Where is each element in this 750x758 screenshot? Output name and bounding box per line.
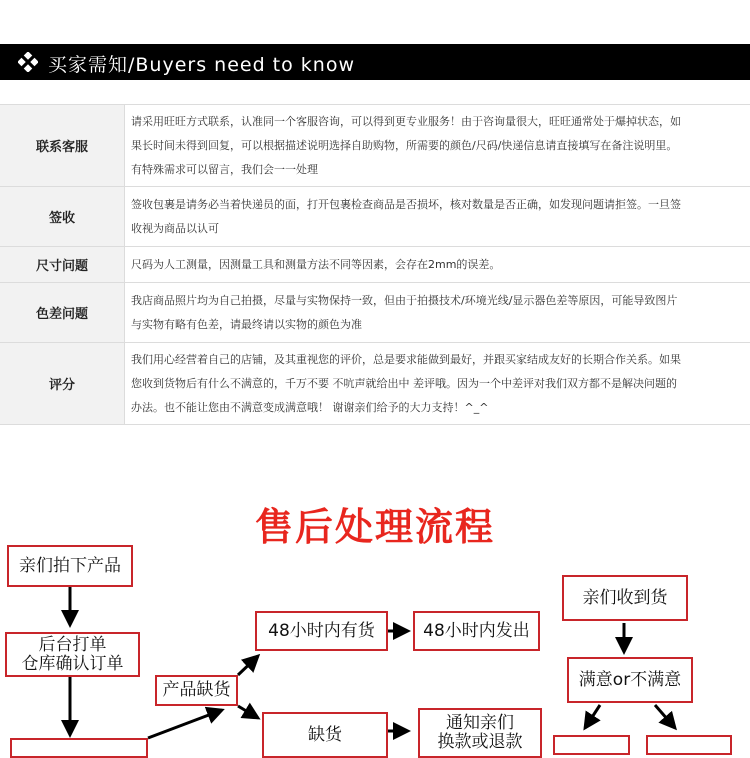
info-row-size — [0, 247, 750, 283]
info-row-label: 签收 — [0, 187, 125, 247]
header-bar — [0, 44, 750, 80]
info-row-contact — [0, 105, 750, 187]
info-row-text — [125, 343, 750, 425]
text-line: 签收包裹是请务必当着快递员的面，打开包裹检查商品是否损坏，核对数量是否正确，如发现问题请拒签。一旦签 — [131, 193, 742, 217]
text-line: 请采用旺旺方式联系，认准同一个客服咨询，可以得到更专业服务！由于咨询量很大，旺旺通常处于爆掉状态，如 — [131, 110, 742, 134]
flow-box-satisfied: 满意or不满意 — [567, 657, 693, 703]
text-line: 有特殊需求可以留言，我们会一一处理 — [131, 158, 742, 182]
flow-box-bottom-right-b — [646, 735, 732, 755]
flow-box-ship: 48小时内发出 — [413, 611, 540, 651]
flow-box-shortage: 缺货 — [262, 712, 388, 758]
arrow-to-in-stock — [238, 656, 258, 675]
flow-box-received: 亲们收到货 — [562, 575, 688, 621]
diamond-dots-icon — [18, 52, 38, 72]
info-row-signing — [0, 187, 750, 247]
flow-box-line: 换款或退款 — [438, 733, 523, 752]
text-line: 果长时间未得到回复，可以根据描述说明选择自助购物，所需要的颜色/尺码/快递信息请直接填写在备注说明里。 — [131, 134, 742, 158]
header-title: 买家需知/Buyers need to know — [48, 50, 355, 77]
buyer-info-table — [0, 104, 750, 425]
text-line: 您收到货物后有什么不满意的，千万不要 不吭声就给出中 差评哦。因为一个中差评对我们双方都不是解决问题的 — [131, 372, 742, 396]
flow-box-backend — [5, 632, 140, 677]
text-line: 我店商品照片均为自己拍摄，尽量与实物保持一致，但由于拍摄技术/环境光线/显示器色差等原因，可能导致图片 — [131, 289, 742, 313]
arrow-to-out-of-stock — [148, 710, 222, 738]
flow-box-notify — [418, 708, 542, 758]
info-row-rating — [0, 343, 750, 425]
text-line: 办法。也不能让您由不满意变成满意哦！ 谢谢亲们给予的大力支持！^_^ — [131, 396, 742, 420]
info-row-text — [125, 283, 750, 343]
flow-box-line: 后台打单 — [39, 636, 107, 655]
info-row-text — [125, 105, 750, 187]
text-line: 我们用心经营着自己的店铺，及其重视您的评价，总是要求能做到最好，并跟买家结成友好的长期合作关系。如果 — [131, 348, 742, 372]
arrow-to-shortage — [238, 706, 258, 718]
flow-box-line: 通知亲们 — [446, 714, 514, 733]
arrow-satisfied-left — [585, 705, 600, 728]
info-row-label: 评分 — [0, 343, 125, 425]
info-row-text — [125, 187, 750, 247]
text-line: 尺码为人工测量，因测量工具和测量方法不同等因素，会存在2mm的误差。 — [131, 253, 742, 277]
info-row-color — [0, 283, 750, 343]
arrow-satisfied-right — [655, 705, 675, 728]
flow-box-bottom-right-a — [553, 735, 630, 755]
flow-box-order: 亲们拍下产品 — [7, 545, 133, 587]
flow-box-bottom-left — [10, 738, 148, 758]
flow-box-line: 仓库确认订单 — [22, 655, 124, 674]
flow-title: 售后处理流程 — [0, 496, 750, 551]
text-line: 收视为商品以认可 — [131, 217, 742, 241]
text-line: 与实物有略有色差，请最终请以实物的颜色为准 — [131, 313, 742, 337]
flow-box-out-of-stock: 产品缺货 — [155, 675, 238, 706]
info-row-label: 尺寸问题 — [0, 247, 125, 283]
info-row-text — [125, 247, 750, 283]
flow-box-in-stock: 48小时内有货 — [255, 611, 388, 651]
info-row-label: 色差问题 — [0, 283, 125, 343]
info-row-label: 联系客服 — [0, 105, 125, 187]
